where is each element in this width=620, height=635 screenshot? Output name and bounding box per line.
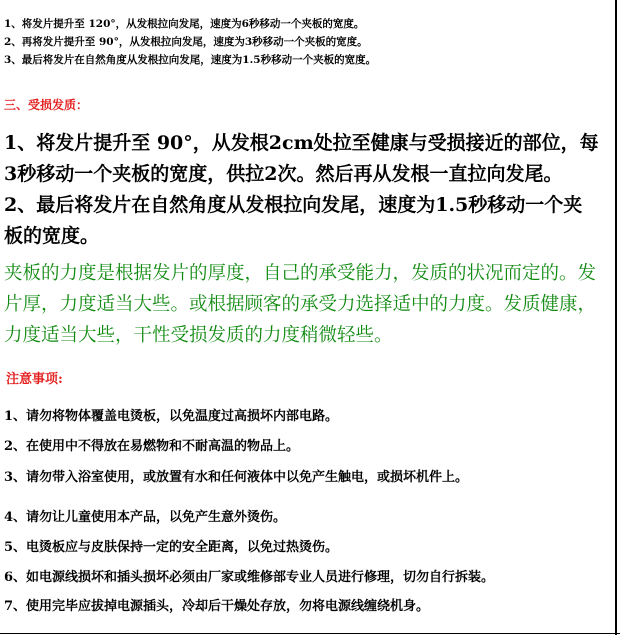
damaged-hair-steps [4,128,600,252]
caution-item: 4、请勿让儿童使用本产品，以免产生意外烫伤。 [4,510,287,525]
step-paragraph: 2、最后将发片在自然角度从发根拉向发尾，速度为1.5秒移动一个夹板的宽度。 [4,194,583,247]
caution-item: 1、请勿将物体覆盖电烫板，以免温度过高损坏内部电路。 [4,409,339,424]
caution-item: 7、使用完毕应拔掉电源插头，冷却后干燥处存放，勿将电源线缠绕机身。 [4,599,430,614]
step-paragraph: 1、将发片提升至 90°，从发根2cm处拉至健康与受损接近的部位，每3秒移动一个夹板的宽度，供拉2次。然后再从发根一直拉向发尾。 [4,132,599,185]
step-line: 3、最后将发片在自然角度从发根拉向发尾，速度为1.5秒移动一个夹板的宽度。 [4,54,377,66]
bottom-border-line [0,633,620,634]
caution-item: 3、请勿带入浴室使用，或放置有水和任何液体中以免产生触电，或损坏机件上。 [4,470,469,485]
step-line: 2、再将发片提升至 90°，从发根拉向发尾，速度为3秒移动一个夹板的宽度。 [4,36,368,48]
caution-item: 6、如电源线损坏和插头损坏必须由厂家或维修部专业人员进行修理，切勿自行拆装。 [4,570,495,585]
normal-hair-steps [4,15,604,69]
cautions-heading: 注意事项: [6,372,63,387]
caution-item: 5、电烫板应与皮肤保持一定的安全距离，以免过热烫伤。 [4,540,339,555]
right-border-line [615,0,617,635]
damaged-hair-heading: 三、受损发质： [4,98,89,112]
caution-item: 2、在使用中不得放在易燃物和不耐高温的物品上。 [4,439,300,454]
step-line: 1、将发片提升至 120°，从发根拉向发尾，速度为6秒移动一个夹板的宽度。 [4,18,365,30]
pressure-advice-paragraph: 夹板的力度是根据发片的厚度，自己的承受能力，发质的状况而定的。发片厚，力度适当大些。或根据顾客的承受力选择适中的力度。发质健康，力度适当大些，干性受损发质的力度稍微轻些。 [4,263,597,346]
